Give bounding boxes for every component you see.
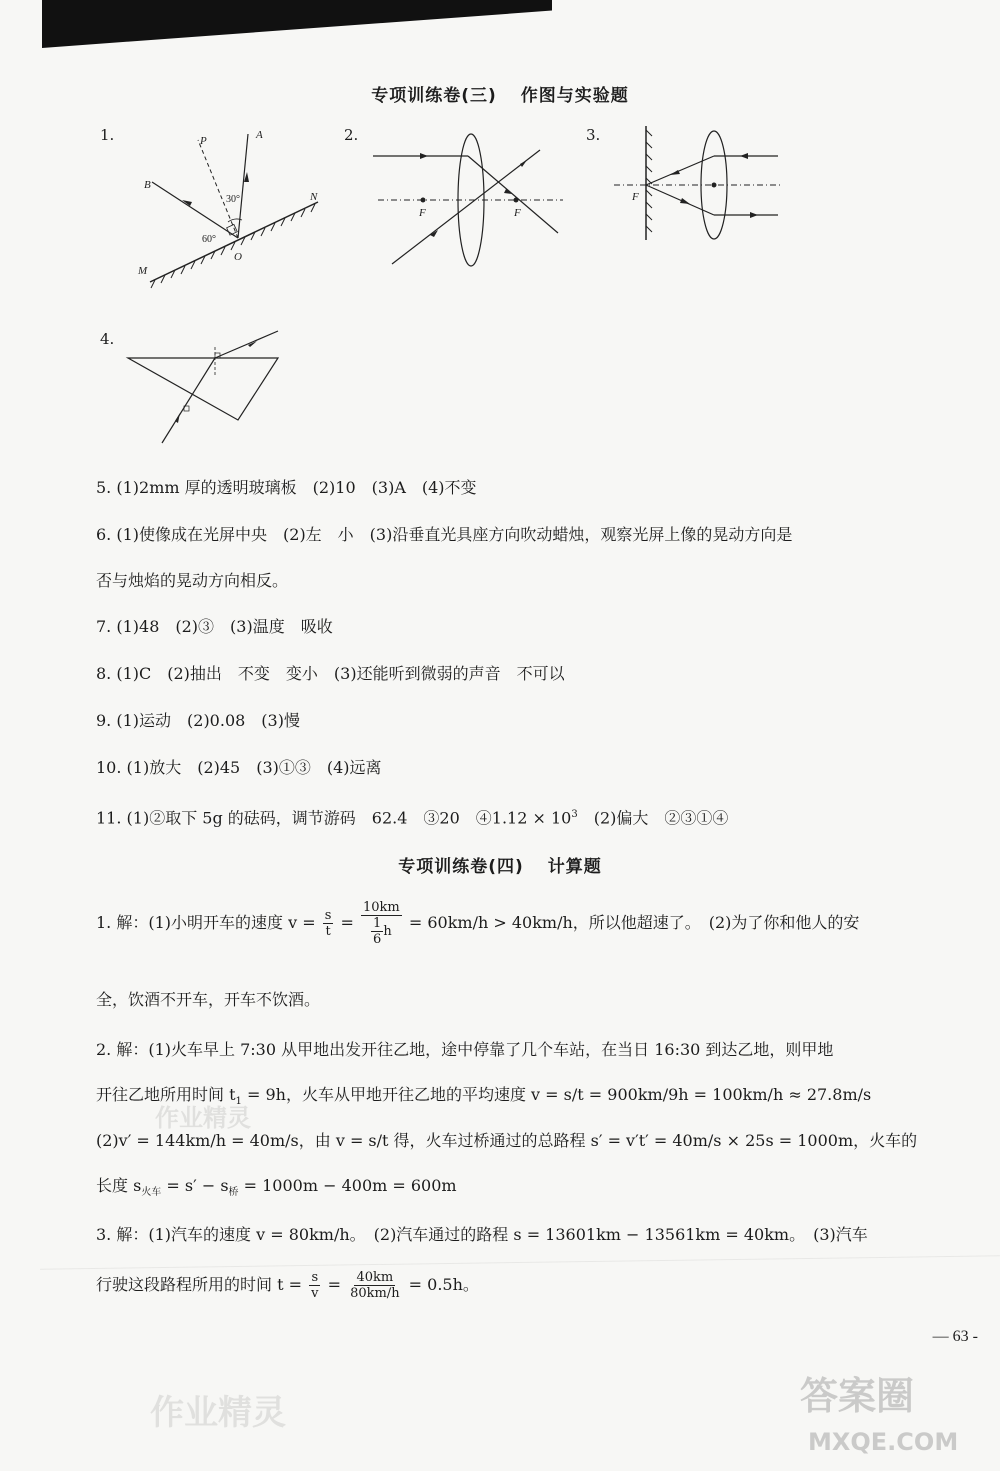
fig1-reflection-diagram: [130, 120, 330, 290]
calc-3-result: = 0.5h。: [408, 1275, 479, 1294]
calc-1-result: = 60km/h > 40km/h，所以他超速了。 (2)为了你和他人的安: [408, 913, 860, 932]
fig1-label-P: P: [200, 135, 207, 147]
answer-11-exponent: 3: [571, 809, 578, 820]
calc-3-f1-den: v: [311, 1286, 319, 1301]
calc-3-line2-a: 行驶这段路程所用的时间 t =: [96, 1275, 303, 1294]
calc-1-f2-den-num: 1: [373, 916, 382, 931]
calc-3-fraction-values: [348, 1270, 402, 1301]
fig3-number: 3.: [586, 126, 601, 144]
fig1-label-N: N: [310, 191, 318, 203]
answer-8: 8. (1)C (2)抽出 不变 变小 (3)还能听到微弱的声音 不可以: [96, 664, 565, 683]
watermark-logo: 答案圈: [800, 1374, 915, 1418]
header-black-bar: [42, 0, 552, 48]
fig1-angle-60: 60°: [202, 234, 216, 245]
calc-2-line4-sub1: 火车: [141, 1187, 162, 1199]
watermark-bottom: 作业精灵: [150, 1393, 286, 1433]
calc-3-f1-num: s: [311, 1270, 319, 1285]
fig1-label-M: M: [138, 265, 148, 277]
fig2-label-F-left: F: [419, 207, 426, 219]
calc-1-fraction-s-over-t: [323, 908, 334, 939]
fig4-prism-diagram: [120, 325, 295, 450]
calc-1-fraction-distance-over-time: [361, 900, 402, 947]
calc-1-f2-den: [369, 916, 394, 947]
calc-2-line2-sub: 1: [235, 1096, 242, 1108]
calc-3-f2-den: 80km/h: [350, 1286, 400, 1301]
fig1-label-B: B: [144, 179, 151, 191]
calc-3-line2: [96, 1270, 479, 1301]
calc-2-line4-sub2: 桥: [228, 1187, 239, 1199]
answer-6-line2: 否与烛焰的晃动方向相反。: [96, 571, 289, 590]
calc-3-line1: 3. 解：(1)汽车的速度 v = 80km/h。 (2)汽车通过的路程 s = 13601km − 13561km = 40km。 (3)汽车: [96, 1225, 868, 1244]
answer-6-line1: 6. (1)使像成在光屏中央 (2)左 小 (3)沿垂直光具座方向吹动蜡烛，观察光屏上像的晃动方向是: [96, 525, 793, 544]
answer-11-part-b: (2)偏大 ②③①④: [577, 808, 729, 828]
calc-1-line2: 全，饮酒不开车，开车不饮酒。: [96, 990, 321, 1009]
calc-2-line4-c: = 1000m − 400m = 600m: [238, 1176, 457, 1195]
calc-2-line4-b: = s′ − s: [161, 1176, 229, 1195]
answer-9: 9. (1)运动 (2)0.08 (3)慢: [96, 711, 300, 730]
calc-2-line3: (2)v′ = 144km/h = 40m/s，由 v = s/t 得，火车过桥通过的总路程 s′ = v′t′ = 40m/s × 25s = 1000m，火车的: [96, 1131, 918, 1150]
fig2-number: 2.: [344, 126, 359, 144]
calc-2-line2-b: = 9h，火车从甲地开往乙地的平均速度 v = s/t = 900km/9h = 100km/h ≈ 27.8m/s: [241, 1085, 872, 1104]
fig1-label-A: A: [256, 129, 263, 141]
section4-title: 专项训练卷(四): [398, 857, 524, 877]
page-fold-shadow: [40, 1255, 1000, 1269]
calc-1-f2-den-den: 6: [373, 932, 382, 947]
watermark-url: MXQE.COM: [808, 1428, 959, 1456]
fig1-number: 1.: [100, 126, 115, 144]
section3-title: 专项训练卷(三): [371, 86, 497, 106]
section3-heading: [0, 81, 1000, 106]
page-number: — 63 -: [932, 1328, 978, 1345]
fig2-convex-lens-diagram: [368, 126, 568, 271]
section3-subtitle: 作图与实验题: [520, 86, 629, 106]
calc-1-f1-den: t: [325, 924, 331, 939]
fig2-label-F-right: F: [514, 207, 521, 219]
fig3-label-F: F: [632, 191, 639, 203]
calc-1-equals: =: [340, 913, 354, 932]
calc-1-prefix: 1. 解：(1)小明开车的速度 v =: [96, 913, 316, 932]
calc-2-line2-a: 开往乙地所用时间 t: [96, 1085, 236, 1104]
calc-3-equals: =: [327, 1275, 341, 1294]
fig4-number: 4.: [100, 330, 115, 348]
calc-1-line1: [96, 900, 859, 947]
answer-7: 7. (1)48 (2)③ (3)温度 吸收: [96, 617, 333, 636]
answer-11: [96, 805, 728, 828]
watermark-faint: 作业精灵: [155, 1104, 251, 1132]
calc-1-f2-den-unit: h: [383, 924, 392, 939]
calc-1-f1-num: s: [324, 908, 332, 923]
calc-3-f2-num: 40km: [356, 1270, 394, 1285]
calc-2-line4-a: 长度 s: [96, 1176, 142, 1195]
answer-11-part-a: 11. (1)②取下 5g 的砝码，调节游码 62.4 ③20 ④1.12 × 10: [96, 808, 572, 828]
calc-2-line1: 2. 解：(1)火车早上 7:30 从甲地出发开往乙地，途中停靠了几个车站，在当日 16:30 到达乙地，则甲地: [96, 1040, 834, 1059]
answer-10: 10. (1)放大 (2)45 (3)①③ (4)远离: [96, 758, 382, 777]
answer-5: 5. (1)2mm 厚的透明玻璃板 (2)10 (3)A (4)不变: [96, 478, 477, 497]
fig1-label-O: O: [234, 251, 242, 263]
fig1-angle-30: 30°: [226, 194, 240, 205]
section4-subtitle: 计算题: [547, 857, 602, 877]
fig3-mirror-lens-diagram: [610, 120, 790, 245]
calc-1-f2-num: 10km: [363, 900, 400, 915]
calc-3-fraction-s-over-v: [309, 1270, 320, 1301]
calc-2-line4: [96, 1176, 457, 1203]
section4-heading: [0, 852, 1000, 877]
